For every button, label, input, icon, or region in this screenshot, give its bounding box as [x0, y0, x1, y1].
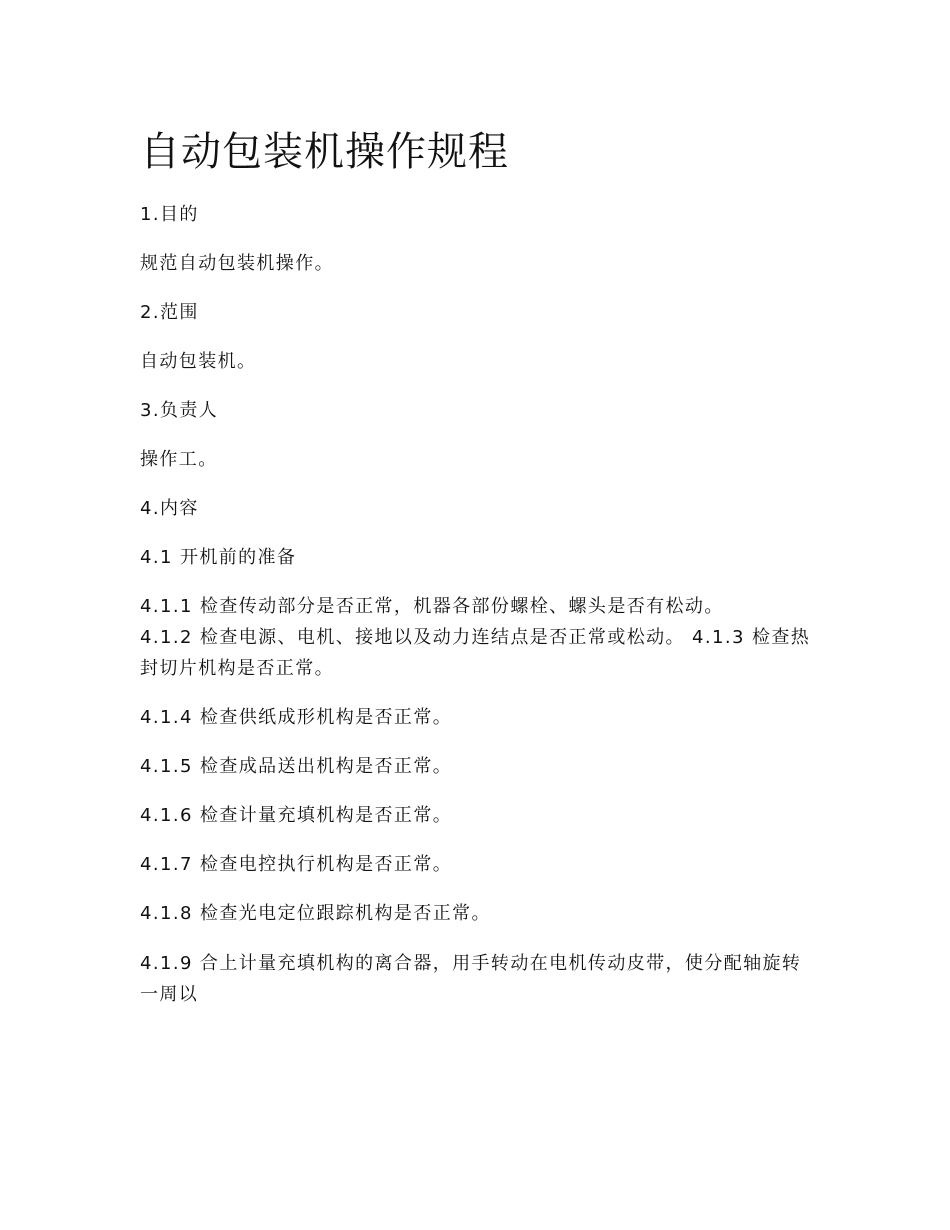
- step-4-1-2-and-4-1-3: 4.1.2 检查电源、电机、接地以及动力连结点是否正常或松动。 4.1.3 检查热封切片机构是否正常。: [140, 627, 811, 679]
- step-4-1-5: 4.1.5 检查成品送出机构是否正常。: [140, 756, 453, 777]
- section-heading-purpose: 1.目的: [140, 204, 199, 225]
- step-4-1-9: 4.1.9 合上计量充填机构的离合器，用手转动在电机传动皮带，使分配轴旋转一周以: [140, 953, 802, 1005]
- section-text-purpose: 规范自动包装机操作。: [140, 253, 334, 274]
- subsection-heading-preparation: 4.1 开机前的准备: [140, 547, 297, 568]
- step-4-1-7: 4.1.7 检查电控执行机构是否正常。: [140, 854, 453, 875]
- step-4-1-4: 4.1.4 检查供纸成形机构是否正常。: [140, 707, 453, 728]
- section-heading-content: 4.内容: [140, 498, 199, 519]
- document-title: 自动包装机操作规程: [140, 129, 509, 175]
- step-4-1-8: 4.1.8 检查光电定位跟踪机构是否正常。: [140, 903, 491, 924]
- step-4-1-1: 4.1.1 检查传动部分是否正常，机器各部份螺栓、螺头是否有松动。: [140, 596, 724, 617]
- section-text-owner: 操作工。: [140, 449, 218, 470]
- section-heading-owner: 3.负责人: [140, 400, 219, 421]
- section-text-scope: 自动包装机。: [140, 351, 257, 372]
- step-4-1-6: 4.1.6 检查计量充填机构是否正常。: [140, 805, 453, 826]
- section-heading-scope: 2.范围: [140, 302, 199, 323]
- document-page: [140, 128, 820, 1029]
